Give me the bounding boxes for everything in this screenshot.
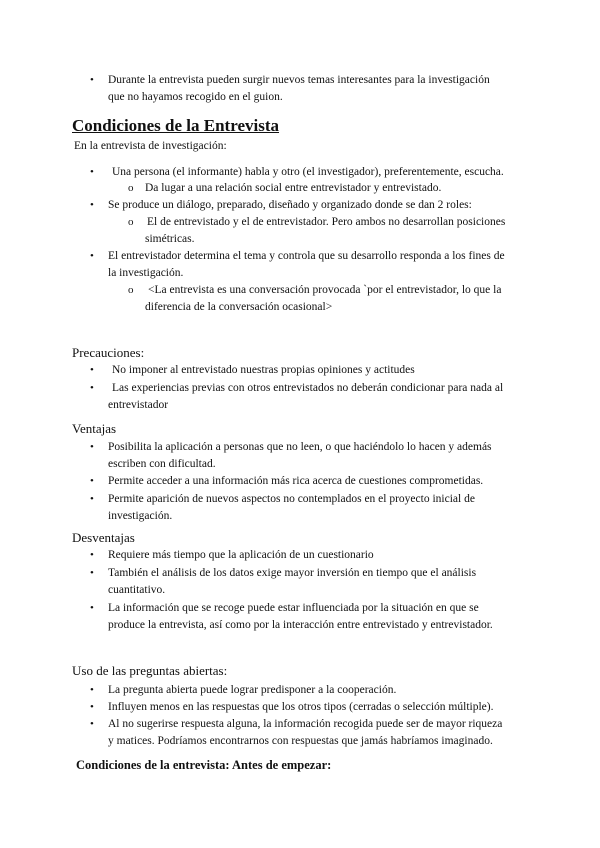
bullet-marker: • — [90, 475, 94, 487]
ventajas-bullet-3-line-2: investigación. — [108, 510, 173, 522]
desventajas-bullet-2-line-2: cuantitativo. — [108, 584, 166, 596]
uso-bullet-1: La pregunta abierta puede lograr predisponer a la cooperación. — [108, 684, 397, 696]
sub-bullet-marker: o — [128, 284, 134, 296]
uso-bullet-2: Influyen menos en las respuestas que los otros tipos (cerradas o selección múltiple). — [108, 701, 494, 713]
bullet-marker: • — [90, 684, 94, 696]
desventajas-bullet-1: Requiere más tiempo que la aplicación de un cuestionario — [108, 549, 374, 561]
ventajas-bullet-3-line-1: Permite aparición de nuevos aspectos no contemplados en el proyecto inicial de — [108, 493, 475, 505]
bullet-marker: • — [90, 718, 94, 730]
condiciones-bullet-3-line-2: la investigación. — [108, 267, 184, 279]
precauciones-bullet-2-line-2: entrevistador — [108, 399, 169, 411]
ventajas-bullet-1-line-2: escriben con dificultad. — [108, 458, 216, 470]
bullet-marker: • — [90, 549, 94, 561]
intro-bullet-line-2: que no hayamos recogido en el guion. — [108, 91, 283, 103]
precauciones-bullet-1: No imponer al entrevistado nuestras propias opiniones y actitudes — [112, 364, 415, 376]
desventajas-bullet-3-line-1: La información que se recoge puede estar influenciada por la situación en que se — [108, 602, 479, 614]
uso-bullet-3-line-1: Al no sugerirse respuesta alguna, la información recogida puede ser de mayor riqueza — [108, 718, 503, 730]
bullet-marker: • — [90, 199, 94, 211]
section-heading-uso: Uso de las preguntas abiertas: — [72, 663, 228, 678]
condiciones-bullet-3-sub-line-1: <La entrevista es una conversación provocada `por el entrevistador, lo que la — [148, 284, 502, 296]
sub-bullet-marker: o — [128, 182, 134, 194]
desventajas-bullet-3-line-2: produce la entrevista, así como por la interacción entre entrevistado y entrevistador. — [108, 619, 493, 631]
desventajas-bullet-2-line-1: También el análisis de los datos exige mayor inversión en tiempo que el análisis — [108, 567, 477, 579]
precauciones-bullet-2-line-1: Las experiencias previas con otros entrevistados no deberán condicionar para nada al — [112, 382, 504, 394]
bullet-marker: • — [90, 441, 94, 453]
intro-bullet-line-1: Durante la entrevista pueden surgir nuevos temas interesantes para la investigación — [108, 74, 490, 86]
section-heading-precauciones: Precauciones: — [72, 345, 145, 360]
section-heading-desventajas: Desventajas — [72, 530, 135, 545]
bullet-marker: • — [90, 382, 94, 394]
condiciones-bullet-1: Una persona (el informante) habla y otro (el investigador), preferentemente, escucha. — [112, 166, 504, 178]
bullet-marker: • — [90, 493, 94, 505]
condiciones-bullet-2: Se produce un diálogo, preparado, diseñado y organizado donde se dan 2 roles: — [108, 199, 472, 211]
condiciones-bullet-3-sub-line-2: diferencia de la conversación ocasional> — [145, 301, 333, 313]
ventajas-bullet-2: Permite acceder a una información más rica acerca de cuestiones comprometidas. — [108, 475, 484, 487]
section-heading-ventajas: Ventajas — [72, 421, 117, 436]
condiciones-intro: En la entrevista de investigación: — [74, 140, 227, 152]
condiciones-bullet-1-sub: Da lugar a una relación social entre entrevistador y entrevistado. — [145, 182, 442, 194]
condiciones-bullet-2-sub-line-2: simétricas. — [145, 233, 195, 245]
bullet-marker: • — [90, 364, 94, 376]
bullet-marker: • — [90, 166, 94, 178]
section-heading-condiciones: Condiciones de la Entrevista — [72, 116, 280, 135]
condiciones-bullet-3-line-1: El entrevistador determina el tema y controla que su desarrollo responda a los fines de — [108, 250, 505, 262]
condiciones-bullet-2-sub-line-1: El de entrevistado y el de entrevistador. Pero ambos no desarrollan posiciones — [147, 216, 506, 228]
uso-bullet-3-line-2: y matices. Podríamos encontrarnos con respuestas que jamás habríamos imaginado. — [108, 735, 493, 747]
bullet-marker: • — [90, 74, 94, 86]
bullet-marker: • — [90, 567, 94, 579]
bullet-marker: • — [90, 701, 94, 713]
bullet-marker: • — [90, 250, 94, 262]
section-heading-antes-de-empezar: Condiciones de la entrevista: Antes de empezar: — [76, 758, 332, 772]
ventajas-bullet-1-line-1: Posibilita la aplicación a personas que no leen, o que haciéndolo lo hacen y además — [108, 441, 492, 453]
bullet-marker: • — [90, 602, 94, 614]
sub-bullet-marker: o — [128, 216, 134, 228]
